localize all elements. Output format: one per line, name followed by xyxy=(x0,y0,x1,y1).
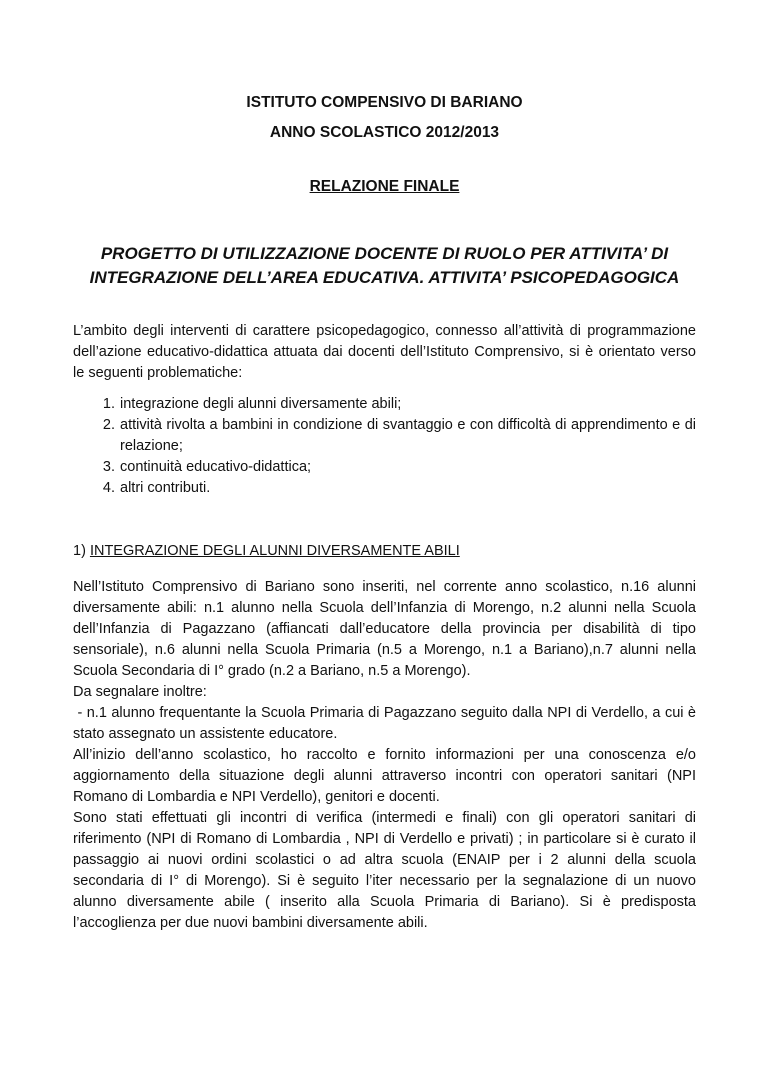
section-1-title: INTEGRAZIONE DEGLI ALUNNI DIVERSAMENTE ABILI xyxy=(89,543,460,559)
section-1-number: 1) xyxy=(73,543,86,559)
topic-item: 1. integrazione degli alunni diversamente abili; xyxy=(119,394,696,415)
section-1-paragraph: All’inizio dell’anno scolastico, ho raccolto e fornito informazioni per una conoscenza e/o aggiornamento della situazione degli alunni attraverso incontri con operatori sanitari (NPI Romano di Lombardia e NPI Verdello), genitori e docenti. xyxy=(73,746,696,805)
school-year: ANNO SCOLASTICO 2012/2013 xyxy=(269,124,500,141)
topic-item: 4. altri contributi. xyxy=(119,478,696,499)
intro-paragraph: L’ambito degli interventi di carattere psicopedagogico, connesso all’attività di programmazione dell’azione educativo-didattica attuata dai docenti dell’Istituto Comprensivo, si è orientato verso le seguenti problematiche: xyxy=(73,323,696,381)
topic-item: 2. attività rivolta a bambini in condizione di svantaggio e con difficoltà di apprendimento e di relazione; xyxy=(119,415,696,457)
section-1-paragraph: - n.1 alunno frequentante la Scuola Primaria di Pagazzano seguito dalla NPI di Verdello, a cui è stato assegnato un assistente educatore. xyxy=(73,704,701,742)
section-1-paragraph: Da segnalare inoltre: xyxy=(73,683,207,700)
section-1-paragraph: Sono stati effettuati gli incontri di verifica (intermedi e finali) con gli operatori sanitari di riferimento (NPI di Romano di Lombardia , NPI di Verdello e privati) ; in particolare si è curato il passaggio ai nuovi ordini scolastici o ad altra scuola (ENAIP per i 2 alunni della scuola secondaria di I° di Morengo). Si è seguito l’iter necessario per la segnalazione di un nuovo alunno diversamente abile ( inserito alla Scuola Primaria di Bariano). Si è predisposta l’accoglienza per due nuovi bambini diversamente abili. xyxy=(73,809,696,931)
topics-list xyxy=(73,394,696,499)
report-title: RELAZIONE FINALE xyxy=(309,178,460,195)
school-name: ISTITUTO COMPENSIVO DI BARIANO xyxy=(246,94,523,111)
project-title: PROGETTO DI UTILIZZAZIONE DOCENTE DI RUOLO PER ATTIVITA’ DI INTEGRAZIONE DELL’AREA EDUCATIVA. ATTIVITA’ PSICOPEDAGOGICA xyxy=(89,244,680,287)
section-1-heading xyxy=(73,541,696,562)
topic-item: 3. continuità educativo-didattica; xyxy=(119,457,696,478)
section-1-paragraph: Nell’Istituto Comprensivo di Bariano sono inseriti, nel corrente anno scolastico, n.16 alunni diversamente abili: n.1 alunno nella Scuola dell’Infanzia di Morengo, n.2 alunni nella Scuola dell’Infanzia di Pagazzano (affiancati dall’educatore della provincia per disabilità di tipo sensoriale), n.6 alunni nella Scuola Primaria (n.5 a Morengo, n.1 a Bariano),n.7 alunni nella Scuola Secondaria di I° grado (n.2 a Bariano, n.5 a Morengo). xyxy=(73,578,696,679)
